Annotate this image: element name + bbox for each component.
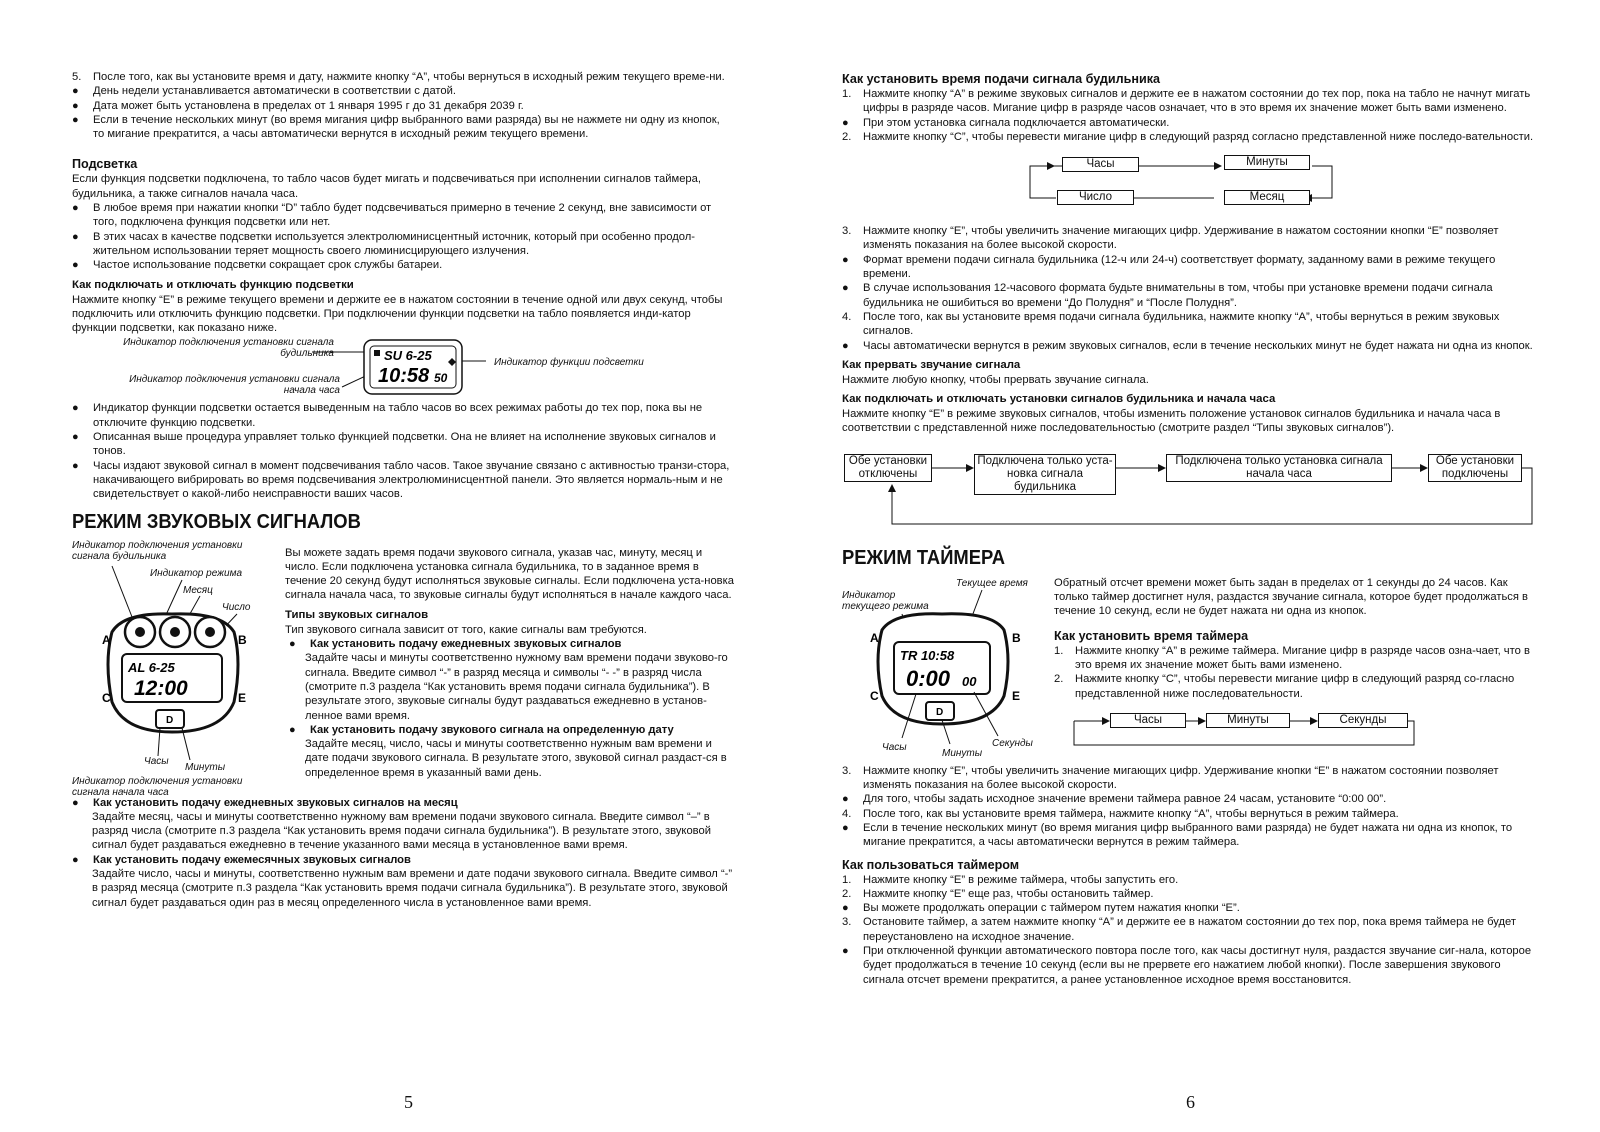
list-item: ● Дата может быть установлена в пределах от 1 января 1995 г до 31 декабря 2039 г.	[72, 99, 734, 113]
paragraph: Задайте число, часы и минуты, соответственно нужным вам времени и дате подачи звукового сигнала. Введите символ “-” в разряд месяца (смотрите п.3 раздела “Как установить время подачи сигнала будильника”). В результате этого, звуковой сигнал будет раздаваться один раз в месяц определенного числа в установленное вами время.	[92, 868, 733, 909]
flow-step: Число	[1057, 190, 1134, 205]
display-seconds: 00	[962, 673, 977, 689]
button-b-label: B	[238, 632, 247, 647]
current-time-label: Текущее время	[956, 577, 1028, 589]
display-top: SU 6-25	[384, 348, 432, 364]
list-item: ● Часы автоматически вернутся в режим звуковых сигналов, если в течение нескольких минут не будет нажата ни одна из кнопок.	[842, 339, 1537, 353]
flow-step: Минуты	[1206, 713, 1290, 728]
button-d-label: D	[936, 706, 944, 718]
list-item: ● При этом установка сигнала подключается автоматически.	[842, 116, 1537, 130]
paragraph: Задайте месяц, число, часы и минуты соответственно нужным вам времени и дате подачи звукового сигнала. В результате этого, звуковой сигнал раздаст-ся в определенное время в указанный вами день.	[305, 738, 727, 779]
paragraph: Вы можете задать время подачи звукового сигнала, указав час, минуту, месяц и число. Если подключена установка сигнала будильника, то в заданное время в течение 20 секунд будут исполняться звуковые сигналы. Если подключена уста-новка сигнала начала часа, то звуковые сигналы будут исполняться в начале каждого часа.	[285, 546, 734, 602]
display-bottom: 0:00	[906, 665, 951, 691]
timer-sequence-diagram	[1054, 709, 1537, 753]
paragraph: Задайте часы и минуты соответственно нужному вам времени подачи звуково-го сигнала. Введите символ “-” в разряд месяца и символы “- -” в разряд числа (смотрите п.3 раздела “Как установить время подачи сигнала будильника”). В результате этого, звуковые сигналы будут раздаваться ежедневно в установ-ленное вами время.	[305, 652, 728, 722]
section-title: РЕЖИМ ТАЙМЕРА	[842, 546, 1005, 569]
flow-step: Минуты	[1224, 155, 1310, 170]
paragraph: Если функция подсветки подключена, то табло часов будет мигать и подсвечиваться при исполнении сигналов таймера, будильника, а также сигналов начала часа.	[72, 173, 701, 200]
subsection-heading: Как установить время таймера	[1054, 628, 1249, 643]
flow-step: Часы	[1110, 713, 1186, 728]
backlight-diagram	[72, 335, 734, 401]
page-number: 6	[1186, 1092, 1195, 1112]
display-bottom: 10:58	[378, 365, 430, 388]
flow-step: Обе установки отключены	[844, 454, 932, 482]
paragraph: Тип звукового сигнала зависит от того, какие сигналы вам требуются.	[285, 623, 647, 636]
subsection-heading: Как подключать и отключать установки сигналов будильника и начала часа	[842, 393, 1276, 406]
list-item: ● Если в течение нескольких минут (во время мигания цифр выбранного вами разряда) вы не нажмете ни одну из кнопок, то мигание прекратится, а часы автоматически вернутся в исходный режим текущего времени.	[72, 113, 734, 142]
watch-display-icon	[312, 335, 512, 401]
display-seconds: 50	[434, 371, 448, 386]
month-label: Месяц	[183, 584, 213, 596]
list-item: 3. Остановите таймер, а затем нажмите кнопку “A” и держите ее в нажатом состоянии до тех пор, пока время таймера не будет переустановлено на исходное значение.	[842, 916, 1517, 943]
list-item: 2. Нажмите кнопку “C”, чтобы перевести мигание цифр в следующий разряд согласно представленной ниже последо-вательности.	[842, 130, 1534, 143]
flow-step: Месяц	[1224, 190, 1310, 205]
page-number: 5	[404, 1092, 413, 1112]
seconds-label: Секунды	[992, 737, 1033, 749]
timer-watch-figure	[842, 576, 1046, 764]
paragraph: Обратный отсчет времени может быть задан в пределах от 1 секунды до 24 часов. Как только таймер достигнет нуля, раздастся звучание сигнала, которое будет продолжаться в течение 10 секунд, если не будет нажата ни одна из кнопок.	[1054, 576, 1528, 618]
list-item: ● При отключенной функции автоматического повтора после того, как часы достигнут нуля, раздастся звучание сиг-нала, которое будет продолжаться в течение 10 секунд (если вы не прервете его нажатием любой кнопки). После завершения звукового сигнала отсчет времени прекратится, а ранее установленное исходное время восстановится.	[842, 944, 1537, 987]
subsection-heading: Как прервать звучание сигнала	[842, 358, 1021, 371]
list-item: ● Формат времени подачи сигнала будильника (12-ч или 24-ч) соответствует формату, заданному вами в режиме текущего времени.	[842, 253, 1537, 282]
alarm-indicator-label: Индикатор подключения установки сигнала будильника	[72, 539, 243, 562]
hour-indicator-label: Индикатор подключения установки сигнала начала часа	[72, 775, 243, 798]
list-item: ● Вы можете продолжать операции с таймером путем нажатия кнопки “E”.	[842, 901, 1537, 915]
list-item: 4. После того, как вы установите время таймера, нажмите кнопку “A”, чтобы вернуться в режим таймера.	[842, 807, 1399, 820]
section-heading: Как установить время подачи сигнала будильника	[842, 72, 1161, 86]
day-label: Число	[222, 601, 251, 613]
flow-step: Секунды	[1318, 713, 1408, 728]
list-item: ● Описанная выше процедура управляет только функцией подсветки. Она не влияет на исполнение звуковых сигналов и тонов.	[72, 430, 734, 459]
subsection-heading: Как подключать и отключать функцию подсветки	[72, 278, 354, 291]
list-item: 1. Нажмите кнопку “E” в режиме таймера, чтобы запустить его.	[842, 873, 1179, 886]
list-item: ● День недели устанавливается автоматически в соответствии с датой.	[72, 84, 734, 98]
paragraph: Задайте месяц, часы и минуты соответственно нужному вам времени подачи звукового сигнала. Введите символ “–” в разряд числа (смотрите п.3 раздела “Как установить время подачи сигнала будильника”). В результате этого, звуковой сигнал будет раздаваться ежедневно в течение указанного вами месяца в установленное вами время.	[92, 810, 711, 852]
list-item: 1. Нажмите кнопку “A” в режиме таймера. Мигание цифр в разряде часов озна-чает, что в это время их значение может быть вами изменено.	[1054, 644, 1530, 671]
list-item: ● В любое время при нажатии кнопки “D” табло будет подсвечиваться примерно в течение 2 секунд, вне зависимости от того, подключена функция подсветки или нет.	[72, 201, 734, 230]
hour-indicator-label: Индикатор подключения установки сигнала начала часа	[129, 374, 340, 397]
list-item: 2. Нажмите кнопку “E” еще раз, чтобы остановить таймер.	[842, 887, 1154, 900]
timer-block	[842, 576, 1537, 764]
display-top: TR 10:58	[900, 647, 955, 663]
button-e-label: E	[238, 690, 247, 705]
alarm-sequence-diagram	[842, 144, 1537, 220]
hours-label: Часы	[882, 741, 907, 753]
hours-label: Часы	[144, 755, 169, 767]
alarm-watch-figure	[72, 539, 277, 798]
list-item: ● В случае использования 12-часового формата будьте внимательны в том, чтобы при установке времени подачи сигнала будильника не ошибиться во времени “До Полудня” и “После Полудня”.	[842, 281, 1537, 310]
list-item: 2. Нажмите кнопку “C”, чтобы перевести мигание цифр в следующий разряд со-гласно представленной ниже последовательности.	[1054, 673, 1515, 700]
display-bottom: 12:00	[134, 676, 188, 700]
intro-list	[72, 70, 734, 141]
flow-step: Подключена только уста-новка сигнала будильника	[974, 454, 1116, 495]
list-item: 3. Нажмите кнопку “E”, чтобы увеличить значение мигающих цифр. Удерживание кнопки “E” в нажатом состоянии позволяет изменять показания на более высокой скорости.	[842, 764, 1499, 792]
list-item: ● Для того, чтобы задать исходное значение времени таймера равное 24 часам, установите “0:00 00”.	[842, 792, 1537, 806]
flow-step: Обе установки подключены	[1428, 454, 1522, 482]
section-title: РЕЖИМ ЗВУКОВЫХ СИГНАЛОВ	[72, 510, 361, 533]
subsection-heading: Как пользоваться таймером	[842, 857, 1020, 872]
subsection-heading: Типы звуковых сигналов	[285, 608, 429, 621]
left-page	[72, 70, 734, 910]
list-item: ● Часы издают звуковой сигнал в момент подсвечивания табло часов. Такое звучание связано с активностью транзи-стора, накачивающего вибрировать во время подсвечивания электролюминисцентной панели. Это является нормаль-ным и не свидетельствует о какой-либо неисправности ваших часов.	[72, 459, 734, 502]
flow-step: Подключена только установка сигнала начала часа	[1166, 454, 1392, 482]
watch-icon	[72, 552, 277, 772]
list-item: ● Как установить подачу ежедневных звуковых сигналов на месяц	[72, 796, 734, 810]
button-c-label: C	[870, 688, 879, 703]
right-page	[842, 70, 1537, 987]
list-item: 1. Нажмите кнопку “A” в режиме звуковых сигналов и держите ее в нажатом состоянии до тех пор, пока на табло не начнут мигать цифры в разряде часов. Мигание цифр в разряде часов означает, что в это время их значение может быть вами изменено.	[842, 88, 1531, 115]
list-item: 5. После того, как вы установите время и дату, нажмите кнопку “A”, чтобы вернуться в исходный режим текущего време-ни.	[72, 71, 725, 83]
timer-text	[1054, 576, 1537, 764]
watch-icon	[842, 576, 1046, 746]
button-a-label: A	[102, 632, 111, 647]
list-item: ● В этих часах в качестве подсветки используется электролюминисцентный источник, который при особенно продол-жительном использовании теряет мощность своего люминисцирующего излучения.	[72, 230, 734, 259]
list-item: ● Индикатор функции подсветки остается выведенным на табло часов во всех режимах работы до тех пор, пока вы не отключите функцию подсветки.	[72, 401, 734, 430]
button-e-label: E	[1012, 688, 1021, 703]
button-b-label: B	[1012, 630, 1021, 645]
list-item: 4. После того, как вы установите время подачи сигнала будильника, нажмите кнопку “A”, чтобы вернуться в режим звуковых сигналов.	[842, 310, 1500, 338]
light-indicator-label: Индикатор функции подсветки	[494, 357, 644, 369]
minutes-label: Минуты	[185, 761, 226, 773]
list-item: 3. Нажмите кнопку “E”, чтобы увеличить значение мигающих цифр. Удерживание в нажатом состоянии кнопки “E” позволяет изменять показания на более высокой скорости.	[842, 225, 1499, 252]
list-item: ● Если в течение нескольких минут (во время мигания цифр выбранного вами разряда) не будет нажата ни одна из кнопок, то мигание прекратится, а часы автоматически вернутся в режим таймера.	[842, 821, 1537, 850]
list-item: ● Частое использование подсветки сокращает срок службы батареи.	[72, 258, 734, 272]
alarm-mode-block	[72, 539, 734, 798]
toggle-sequence-diagram	[842, 452, 1537, 532]
alarm-mode-text	[285, 540, 734, 792]
alarm-indicator-label: Индикатор подключения установки сигнала будильника	[123, 337, 334, 360]
button-c-label: C	[102, 690, 111, 705]
list-item: ● Как установить подачу ежедневных звуковых сигналов	[289, 637, 734, 651]
list-item: ● Как установить подачу ежемесячных звуковых сигналов	[72, 853, 734, 867]
flow-step: Часы	[1062, 157, 1139, 172]
button-a-label: A	[870, 630, 879, 645]
display-top: AL 6-25	[128, 659, 175, 675]
paragraph: Нажмите кнопку “E” в режиме звуковых сигналов, чтобы изменить положение установок сигналов будильника и начала часа в соответствии с представленной ниже последовательностью (смотрите раздел “Типы звуковых сигналов”).	[842, 408, 1501, 435]
mode-indicator-label: Индикатор режима	[150, 567, 243, 579]
minutes-label: Минуты	[942, 747, 983, 759]
list-item: ● Как установить подачу звукового сигнала на определенную дату	[289, 723, 734, 737]
mode-indicator-label: Индикатор текущего режима	[842, 589, 929, 612]
paragraph: Нажмите кнопку “E” в режиме текущего времени и держите ее в нажатом состоянии в течение одной или двух секунд, чтобы подключить или отключить функцию подсветки. При подключении функции подсветки на табло появляется инди-катор функции подсветки, как показано ниже.	[72, 293, 723, 335]
section-heading: Подсветка	[72, 157, 138, 172]
paragraph: Нажмите любую кнопку, чтобы прервать звучание сигнала.	[842, 373, 1149, 386]
button-d-label: D	[166, 714, 174, 726]
